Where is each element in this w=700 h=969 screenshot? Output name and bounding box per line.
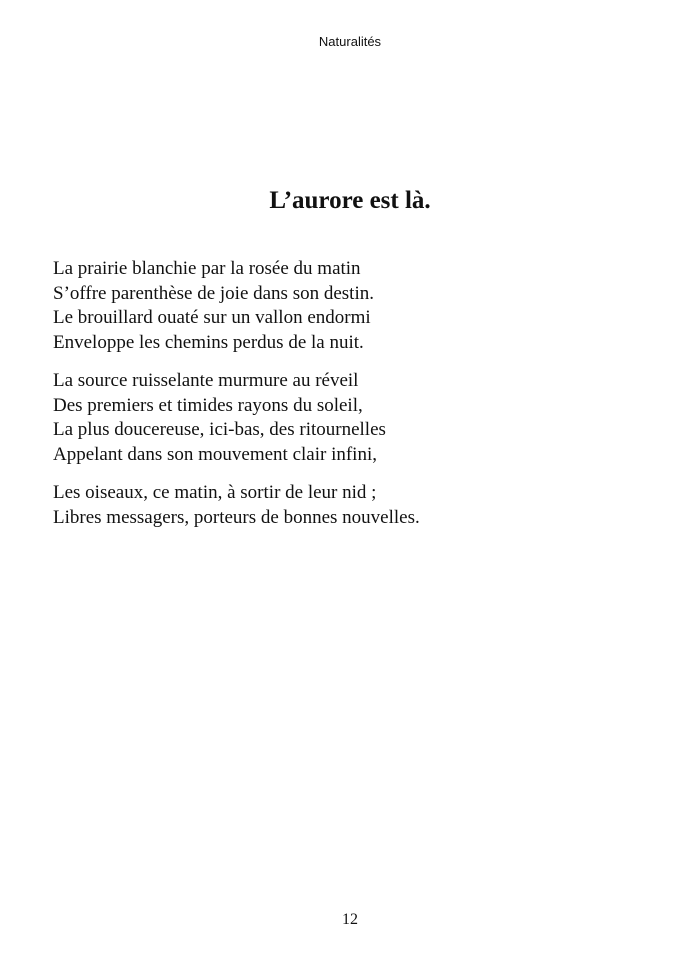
poem-title: L’aurore est là. bbox=[269, 187, 431, 214]
page-number: 12 bbox=[342, 911, 358, 928]
poem-line: Les oiseaux, ce matin, à sortir de leur nid ; bbox=[53, 482, 377, 503]
poem-line: Libres messagers, porteurs de bonnes nouvelles. bbox=[53, 506, 420, 528]
poem-line: La source ruisselante murmure au réveil bbox=[53, 370, 359, 391]
running-header: Naturalités bbox=[318, 34, 382, 49]
poem-line: Le brouillard ouaté sur un vallon endormi bbox=[53, 307, 371, 328]
stanza-1 bbox=[53, 257, 653, 355]
stanza-2 bbox=[53, 369, 653, 467]
poem-line: Appelant dans son mouvement clair infini, bbox=[53, 443, 377, 465]
poem-body bbox=[53, 257, 653, 544]
poem-line: S’offre parenthèse de joie dans son destin. bbox=[53, 282, 374, 304]
poem-line: La plus doucereuse, ici-bas, des ritournelles bbox=[53, 419, 386, 440]
poem-line: Enveloppe les chemins perdus de la nuit. bbox=[53, 331, 364, 353]
stanza-3 bbox=[53, 481, 653, 530]
poem-line: La prairie blanchie par la rosée du matin bbox=[53, 258, 361, 279]
poem-line: Des premiers et timides rayons du soleil, bbox=[53, 394, 363, 416]
